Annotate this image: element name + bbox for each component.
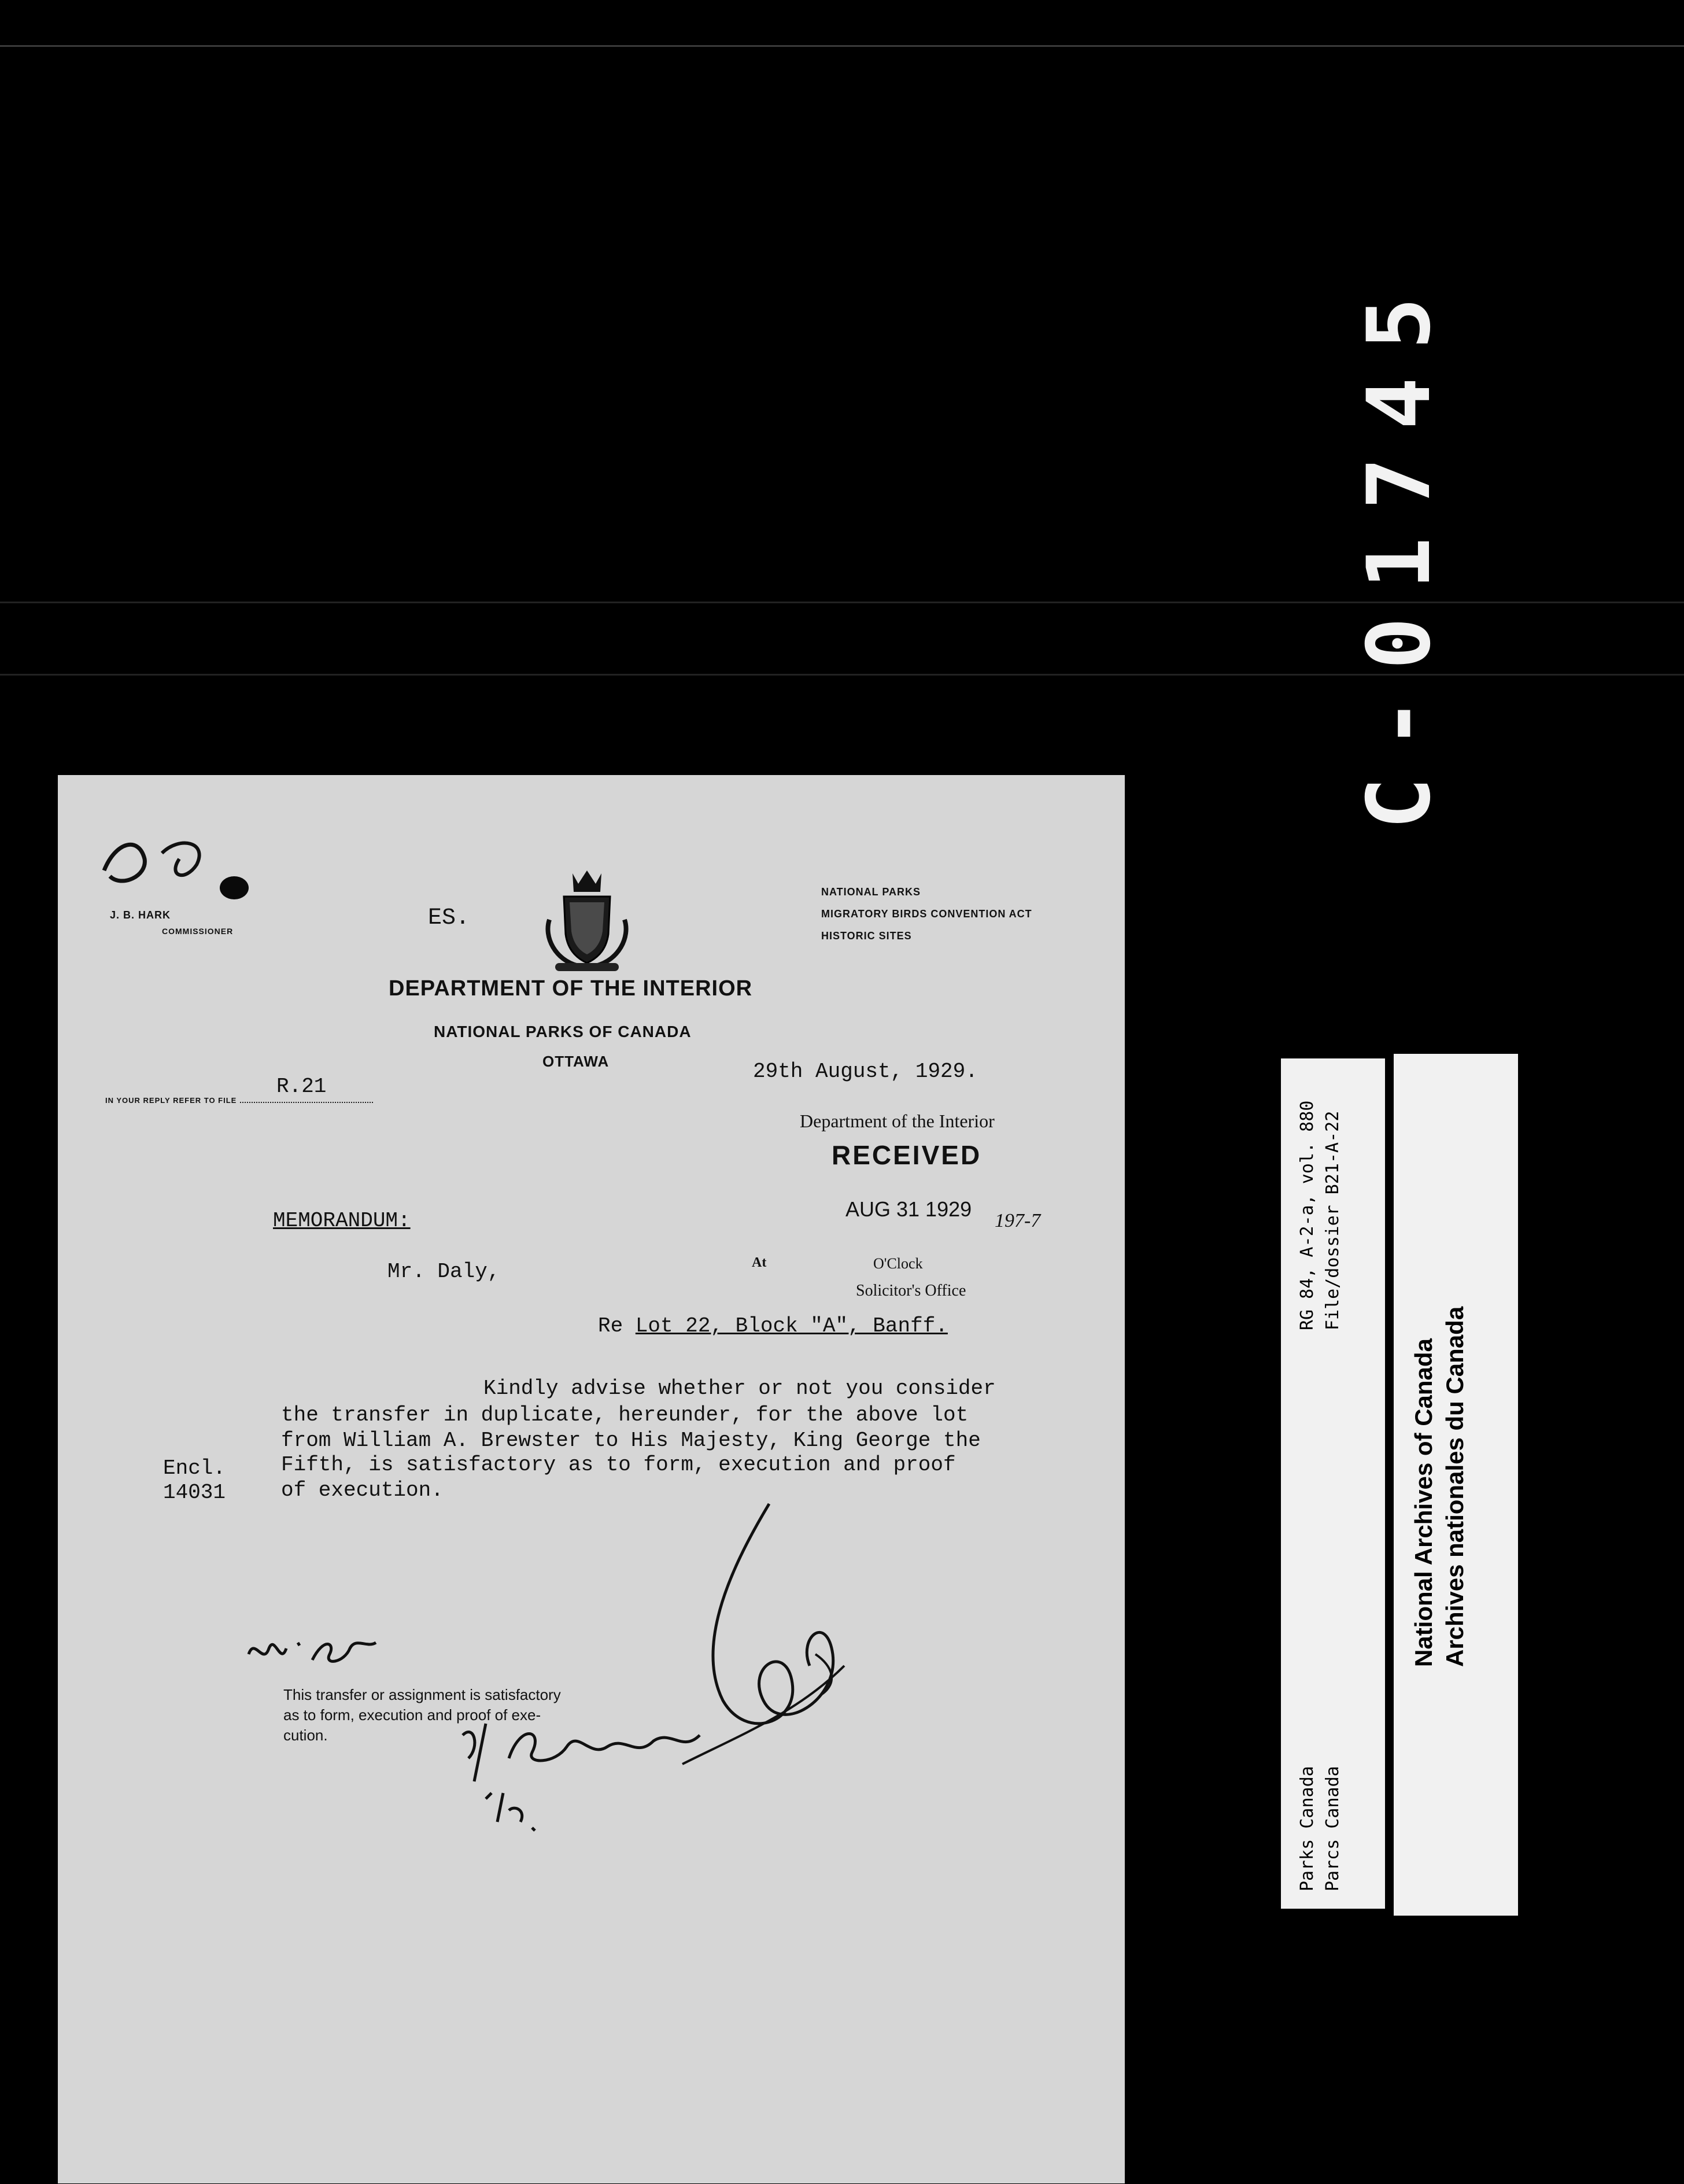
stamp-department: Department of the Interior (800, 1111, 995, 1131)
stamp-office: Solicitor's Office (856, 1282, 966, 1300)
approval-line-2: as to form, execution and proof of exe- (283, 1706, 541, 1724)
memo-heading: MEMORANDUM: (273, 1209, 411, 1233)
initials: ES. (428, 905, 470, 931)
re-subject: Lot 22, Block "A", Banff. (635, 1314, 948, 1338)
branch-migratory-birds: MIGRATORY BIRDS CONVENTION ACT (821, 908, 1032, 920)
re-prefix: Re (598, 1314, 623, 1338)
reply-prompt: IN YOUR REPLY REFER TO FILE (105, 1096, 237, 1105)
body-line-5: of execution. (281, 1478, 444, 1502)
file-number: R.21 (276, 1075, 327, 1098)
stamp-at: At (752, 1255, 767, 1270)
frame-number: C-01745 (1349, 269, 1450, 830)
memo-subject (598, 1314, 948, 1338)
archive-reference-label (1281, 1058, 1385, 1909)
memo-page (58, 775, 1125, 2183)
signature-solicitor (451, 1712, 752, 1845)
stamp-received: RECEIVED (832, 1140, 982, 1170)
branch-historic-sites: HISTORIC SITES (821, 930, 912, 942)
dotted-line (240, 1100, 373, 1103)
memo-date: 29th August, 1929. (753, 1060, 978, 1083)
fonds-line-1: Parks Canada (1297, 1766, 1317, 1891)
body-line-2: the transfer in duplicate, hereunder, for the above lot (281, 1403, 969, 1427)
stamp-oclock: O'Clock (873, 1255, 923, 1272)
reference-line-1: RG 84, A-2-a, vol. 880 (1297, 1100, 1317, 1330)
commissioner-title: COMMISSIONER (162, 927, 234, 936)
institution-en: National Archives of Canada (1410, 1338, 1437, 1667)
memo-addressee: Mr. Daly, (387, 1260, 500, 1283)
fonds-line-2: Parcs Canada (1323, 1766, 1343, 1891)
enclosure-number: 14031 (163, 1481, 226, 1504)
stamp-handwritten-number: 197-7 (995, 1210, 1041, 1231)
commissioner-name: J. B. HARK (110, 909, 171, 921)
file-reference (105, 1094, 373, 1105)
city-heading: OTTAWA (542, 1053, 610, 1070)
coat-of-arms-icon (544, 868, 630, 975)
department-heading: DEPARTMENT OF THE INTERIOR (389, 976, 753, 1001)
institution-fr: Archives nationales du Canada (1441, 1306, 1468, 1667)
body-line-4: Fifth, is satisfactory as to form, execution and proof (281, 1453, 956, 1477)
handwritten-note (243, 1619, 382, 1683)
handwritten-mark (98, 824, 249, 899)
reference-line-2: File/dossier B21-A-22 (1323, 1111, 1343, 1330)
enclosure-label: Encl. (163, 1456, 226, 1480)
scan-line (0, 45, 1684, 47)
branch-national-parks: NATIONAL PARKS (821, 886, 921, 898)
body-line-3: from William A. Brewster to His Majesty, King George the (281, 1429, 981, 1452)
approval-line-3: cution. (283, 1726, 328, 1744)
stamp-date: AUG 31 1929 (845, 1197, 972, 1221)
body-line-1: Kindly advise whether or not you consider (483, 1377, 996, 1400)
archive-institution-label (1394, 1054, 1518, 1916)
agency-heading: NATIONAL PARKS OF CANADA (434, 1023, 692, 1041)
approval-line-1: This transfer or assignment is satisfactory (283, 1686, 561, 1703)
